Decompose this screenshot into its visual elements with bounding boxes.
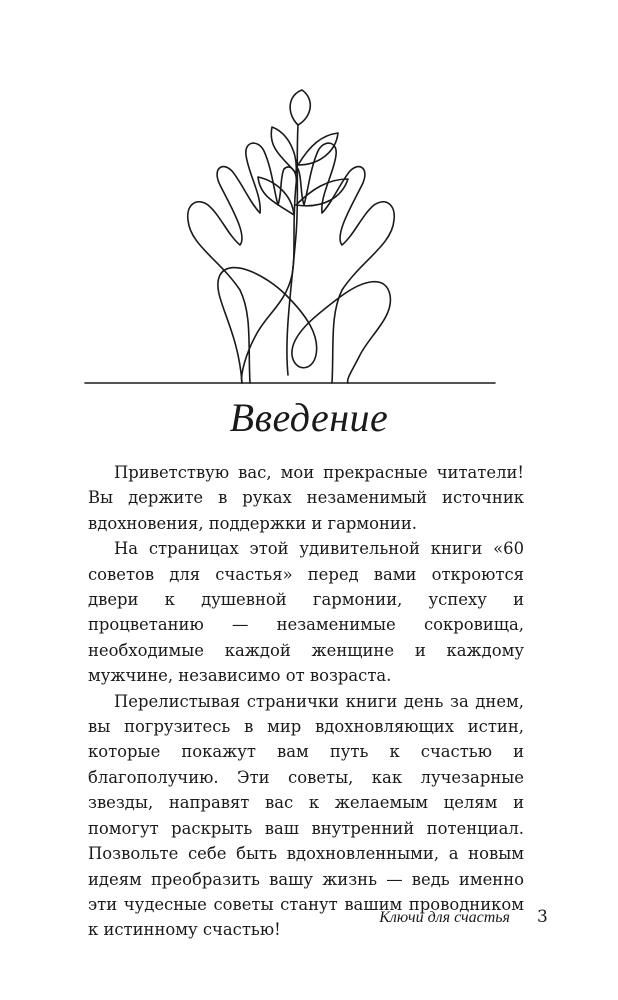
paragraph: Приветствую вас, мои прекрасные читатели! Вы держите в руках незаменимый источник вдохновения, поддержки и гармонии. xyxy=(88,463,524,533)
left-hand-outline xyxy=(188,143,297,383)
running-title: Ключи для счастья xyxy=(379,909,510,926)
page-number: 3 xyxy=(537,907,548,927)
sprout-leaf-right-upper xyxy=(298,133,338,165)
sprout-leaf-top xyxy=(290,90,310,125)
chapter-title: Введение xyxy=(229,395,389,440)
paragraph: На страницах этой удивительной книги «60 советов для счастья» перед вами откроются двери к душевной гармонии, успеху и процветанию — незаменимые сокровища, необходимые каждой женщине и каждому мужчине, независимо от возраста. xyxy=(88,539,524,686)
body-text xyxy=(88,460,524,943)
paragraph: Перелистывая странички книги день за днем, вы погрузитесь в мир вдохновляющих истин, которые покажут вам путь к счастью и благополучию. Эти советы, как лучезарные звезды, направят вас к желаемым целям и помогут раскрыть ваш внутренний потенциал. Позвольте себе быть вдохновленными, а новым идеям преобразить вашу жизнь — ведь именно эти чудесные советы станут вашим проводником к истинному счастью! xyxy=(88,691,524,940)
sprout-leaf-left-upper xyxy=(271,127,296,173)
hands-holding-sprout-icon xyxy=(70,85,510,390)
